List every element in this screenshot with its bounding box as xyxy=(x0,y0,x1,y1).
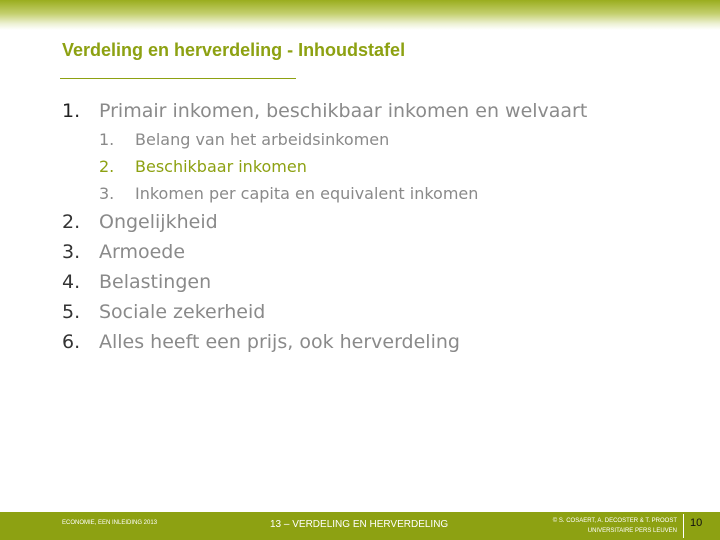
toc-subitem-1-1 xyxy=(99,130,702,157)
footer-copyright-authors: © S. COSAERT, A. DECOSTER & T. PROOST xyxy=(552,518,677,524)
toc-subitem-label: Inkomen per capita en equivalent inkomen xyxy=(135,184,479,203)
footer-copyright-publisher: UNIVERSITAIRE PERS LEUVEN xyxy=(587,528,677,534)
toc-item-label: Primair inkomen, beschikbaar inkomen en welvaart xyxy=(99,100,588,122)
footer-bar xyxy=(0,512,720,540)
toc-item-2 xyxy=(62,211,702,241)
toc-item-number: 1. xyxy=(62,100,81,122)
toc-subitem-label: Belang van het arbeidsinkomen xyxy=(135,130,390,149)
table-of-contents xyxy=(62,100,702,361)
toc-item-number: 3. xyxy=(62,241,81,263)
top-gradient-band xyxy=(0,0,720,30)
toc-item-label: Ongelijkheid xyxy=(99,211,218,233)
title-underline xyxy=(60,78,296,79)
toc-subitem-label: Beschikbaar inkomen xyxy=(135,157,307,176)
toc-item-6 xyxy=(62,331,702,361)
toc-item-label: Alles heeft een prijs, ook herverdeling xyxy=(99,331,460,353)
toc-item-label: Armoede xyxy=(99,241,186,263)
toc-subitem-number: 1. xyxy=(99,130,115,149)
toc-subitem-1-3 xyxy=(99,184,702,211)
toc-item-number: 2. xyxy=(62,211,81,233)
toc-subitem-number: 3. xyxy=(99,184,115,203)
toc-item-number: 5. xyxy=(62,301,81,323)
toc-item-3 xyxy=(62,241,702,271)
toc-item-label: Sociale zekerheid xyxy=(99,301,266,323)
footer-chapter-title: 13 – VERDELING EN HERVERDELING xyxy=(270,519,449,530)
toc-item-label: Belastingen xyxy=(99,271,212,293)
footer-copyright xyxy=(535,516,677,536)
toc-item-4 xyxy=(62,271,702,301)
toc-item-number: 6. xyxy=(62,331,81,353)
toc-item-1 xyxy=(62,100,702,130)
toc-subitem-1-2-current xyxy=(99,157,702,184)
page-number: 10 xyxy=(690,517,703,529)
toc-item-5 xyxy=(62,301,702,331)
footer-book-title: ECONOMIE, EEN INLEIDING 2013 xyxy=(62,520,158,526)
toc-subitem-number: 2. xyxy=(99,157,115,176)
footer-divider xyxy=(683,514,684,538)
slide-title: Verdeling en herverdeling - Inhoudstafel xyxy=(62,40,406,60)
toc-item-number: 4. xyxy=(62,271,81,293)
